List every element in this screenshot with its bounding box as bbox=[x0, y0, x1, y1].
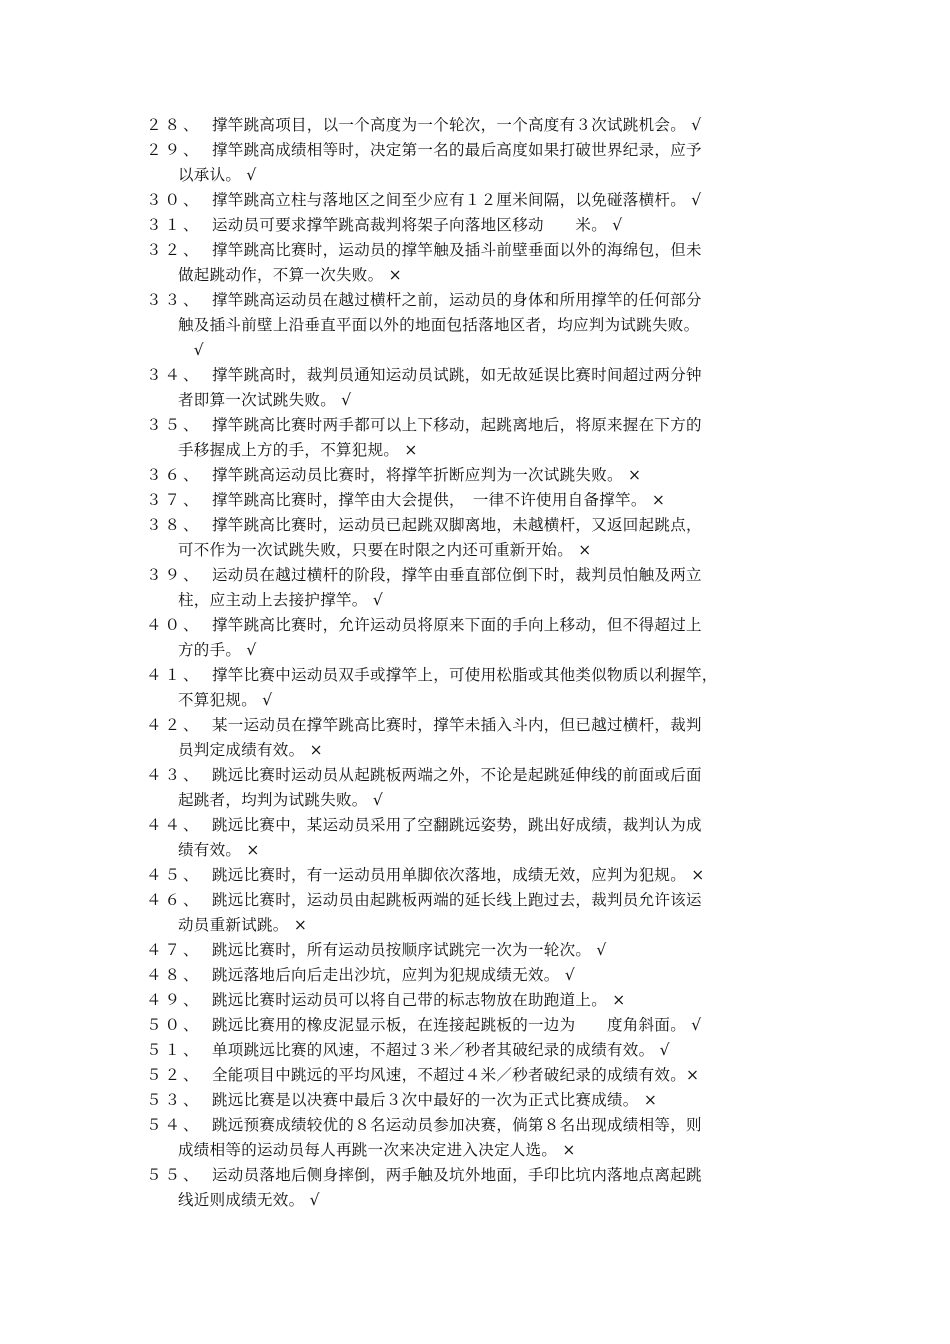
question-line-continued: 绩有效。 × bbox=[178, 841, 260, 859]
question-number: ４１、 bbox=[146, 666, 202, 684]
question-text bbox=[178, 363, 816, 413]
question-line: 撑竿跳高时，裁判员通知运动员试跳，如无故延误比赛时间超过两分钟 bbox=[212, 366, 702, 384]
question-item bbox=[146, 938, 816, 963]
question-item bbox=[146, 138, 816, 188]
question-item bbox=[146, 713, 816, 763]
question-item bbox=[146, 513, 816, 563]
question-line: 跳远比赛时，有一运动员用单脚依次落地，成绩无效，应判为犯规。 × bbox=[212, 866, 705, 884]
question-number: ５２、 bbox=[146, 1066, 202, 1084]
question-number: ３５、 bbox=[146, 416, 202, 434]
question-text bbox=[178, 713, 816, 763]
question-line: 撑竿跳高比赛时，撑竿由大会提供， 一律不许使用自备撑竿。 × bbox=[212, 491, 666, 509]
question-text bbox=[212, 1063, 816, 1088]
question-line-continued: 触及插斗前壁上沿垂直平面以外的地面包括落地区者，均应判为试跳失败。 bbox=[178, 316, 700, 334]
question-list bbox=[146, 113, 816, 1213]
question-number: ４０、 bbox=[146, 616, 202, 634]
question-number: ３６、 bbox=[146, 466, 202, 484]
question-number: ４６、 bbox=[146, 891, 202, 909]
question-number: ３０、 bbox=[146, 191, 202, 209]
question-line: 撑竿跳高成绩相等时，决定第一名的最后高度如果打破世界纪录，应予 bbox=[212, 141, 702, 159]
question-line: 某一运动员在撑竿跳高比赛时，撑竿未插入斗内，但已越过横杆，裁判 bbox=[212, 716, 702, 734]
question-line: 撑竿跳高比赛时，运动员的撑竿触及插斗前壁垂面以外的海绵包，但未 bbox=[212, 241, 702, 259]
question-line: 运动员在越过横杆的阶段，撑竿由垂直部位倒下时，裁判员怕触及两立 bbox=[212, 566, 702, 584]
question-item bbox=[146, 813, 816, 863]
question-text bbox=[178, 238, 816, 288]
question-line: 撑竿跳高立柱与落地区之间至少应有１２厘米间隔，以免碰落横杆。 √ bbox=[212, 191, 702, 209]
question-text bbox=[178, 288, 816, 363]
question-number: ２８、 bbox=[146, 116, 202, 134]
question-line-continued: 动员重新试跳。 × bbox=[178, 916, 308, 934]
question-line: 运动员可要求撑竿跳高裁判将架子向落地区移动 米。 √ bbox=[212, 216, 623, 234]
question-item bbox=[146, 1038, 816, 1063]
question-number: ４３、 bbox=[146, 766, 202, 784]
question-text bbox=[212, 1088, 816, 1113]
question-line: 全能项目中跳远的平均风速，不超过４米／秒者破纪录的成绩有效。× bbox=[212, 1066, 700, 1084]
question-text bbox=[212, 488, 816, 513]
question-number: ３９、 bbox=[146, 566, 202, 584]
question-item bbox=[146, 213, 816, 238]
question-line: 撑竿跳高比赛时，运动员已起跳双脚离地，未越横杆，又返回起跳点， bbox=[212, 516, 702, 534]
question-number: ４５、 bbox=[146, 866, 202, 884]
question-item bbox=[146, 563, 816, 613]
question-line-continued: 以承认。 √ bbox=[178, 166, 257, 184]
question-line: 撑竿跳高比赛时，允许运动员将原来下面的手向上移动，但不得超过上 bbox=[212, 616, 702, 634]
question-text bbox=[178, 513, 816, 563]
question-item bbox=[146, 488, 816, 513]
question-line-continued: 手移握成上方的手，不算犯规。 × bbox=[178, 441, 418, 459]
question-line: 跳远比赛时，所有运动员按顺序试跳完一次为一轮次。 √ bbox=[212, 941, 607, 959]
question-line: 跳远比赛时运动员可以将自己带的标志物放在助跑道上。 × bbox=[212, 991, 626, 1009]
question-line-continued: 起跳者，均判为试跳失败。 √ bbox=[178, 791, 384, 809]
question-text bbox=[178, 613, 816, 663]
question-line-continued: 者即算一次试跳失败。 √ bbox=[178, 391, 352, 409]
question-number: ５０、 bbox=[146, 1016, 202, 1034]
question-line: 跳远落地后向后走出沙坑，应判为犯规成绩无效。 √ bbox=[212, 966, 576, 984]
question-item bbox=[146, 1013, 816, 1038]
question-text bbox=[178, 1163, 816, 1213]
question-line: 跳远比赛时运动员从起跳板两端之外，不论是起跳延伸线的前面或后面 bbox=[212, 766, 702, 784]
question-line: 跳远比赛是以决赛中最后３次中最好的一次为正式比赛成绩。 × bbox=[212, 1091, 658, 1109]
question-item bbox=[146, 1113, 816, 1163]
question-number: ５５、 bbox=[146, 1166, 202, 1184]
question-number: ３１、 bbox=[146, 216, 202, 234]
question-item bbox=[146, 663, 816, 713]
question-text bbox=[178, 763, 816, 813]
question-item bbox=[146, 863, 816, 888]
question-item bbox=[146, 1063, 816, 1088]
question-number: ４９、 bbox=[146, 991, 202, 1009]
question-line-continued: 做起跳动作，不算一次失败。 × bbox=[178, 266, 402, 284]
question-line-continued: 成绩相等的运动员每人再跳一次来决定进入决定人选。 × bbox=[178, 1141, 576, 1159]
question-line: 跳远比赛中，某运动员采用了空翻跳远姿势，跳出好成绩，裁判认为成 bbox=[212, 816, 702, 834]
question-item bbox=[146, 188, 816, 213]
question-text bbox=[212, 188, 816, 213]
question-line: 撑竿跳高运动员比赛时，将撑竿折断应判为一次试跳失败。 × bbox=[212, 466, 642, 484]
question-number: ４７、 bbox=[146, 941, 202, 959]
question-item bbox=[146, 1163, 816, 1213]
question-text bbox=[178, 1113, 816, 1163]
question-item bbox=[146, 988, 816, 1013]
question-text bbox=[178, 813, 816, 863]
question-text bbox=[178, 563, 816, 613]
question-line-continued: 员判定成绩有效。 × bbox=[178, 741, 323, 759]
question-number: ３３、 bbox=[146, 291, 202, 309]
question-line: 撑竿跳高比赛时两手都可以上下移动，起跳离地后，将原来握在下方的 bbox=[212, 416, 702, 434]
question-line-continued: 可不作为一次试跳失败，只要在时限之内还可重新开始。 × bbox=[178, 541, 592, 559]
question-item bbox=[146, 888, 816, 938]
question-number: ３４、 bbox=[146, 366, 202, 384]
question-number: ５１、 bbox=[146, 1041, 202, 1059]
question-item bbox=[146, 763, 816, 813]
question-line: 单项跳远比赛的风速，不超过３米／秒者其破纪录的成绩有效。 √ bbox=[212, 1041, 670, 1059]
question-number: ４２、 bbox=[146, 716, 202, 734]
question-item bbox=[146, 613, 816, 663]
question-text bbox=[212, 213, 816, 238]
question-text bbox=[212, 963, 816, 988]
question-line: 撑竿跳高项目，以一个高度为一个轮次，一个高度有３次试跳机会。 √ bbox=[212, 116, 702, 134]
question-line-continued: 不算犯规。 √ bbox=[178, 691, 273, 709]
question-text bbox=[212, 463, 816, 488]
question-text bbox=[212, 863, 816, 888]
question-line: 撑竿比赛中运动员双手或撑竿上，可使用松脂或其他类似物质以利握竿， bbox=[212, 666, 718, 684]
question-text bbox=[212, 1038, 816, 1063]
question-number: ３２、 bbox=[146, 241, 202, 259]
question-number: ３７、 bbox=[146, 491, 202, 509]
question-text bbox=[178, 888, 816, 938]
question-line-continued: 方的手。 √ bbox=[178, 641, 257, 659]
question-line: 跳远预赛成绩较优的８名运动员参加决赛，倘第８名出现成绩相等，则 bbox=[212, 1116, 702, 1134]
question-line: 跳远比赛时，运动员由起跳板两端的延长线上跑过去，裁判员允许该运 bbox=[212, 891, 702, 909]
question-text bbox=[178, 138, 816, 188]
question-number: ４８、 bbox=[146, 966, 202, 984]
question-line: 跳远比赛用的橡皮泥显示板，在连接起跳板的一边为 度角斜面。 √ bbox=[212, 1016, 702, 1034]
question-item bbox=[146, 463, 816, 488]
question-item bbox=[146, 288, 816, 363]
question-number: ５３、 bbox=[146, 1091, 202, 1109]
question-number: ２９、 bbox=[146, 141, 202, 159]
question-line-continued: 柱，应主动上去接护撑竿。 √ bbox=[178, 591, 384, 609]
question-text bbox=[212, 988, 816, 1013]
question-line: 运动员落地后侧身摔倒，两手触及坑外地面，手印比坑内落地点离起跳 bbox=[212, 1166, 702, 1184]
question-text bbox=[212, 113, 816, 138]
question-item bbox=[146, 963, 816, 988]
question-text bbox=[212, 1013, 816, 1038]
question-item bbox=[146, 238, 816, 288]
question-text bbox=[212, 938, 816, 963]
question-item bbox=[146, 413, 816, 463]
question-line: 撑竿跳高运动员在越过横杆之前，运动员的身体和所用撑竿的任何部分 bbox=[212, 291, 702, 309]
question-line-continued: 线近则成绩无效。 √ bbox=[178, 1191, 320, 1209]
question-number: ５４、 bbox=[146, 1116, 202, 1134]
question-text bbox=[178, 663, 816, 713]
question-number: ３８、 bbox=[146, 516, 202, 534]
question-item bbox=[146, 363, 816, 413]
question-line-continued: √ bbox=[178, 341, 204, 359]
question-item bbox=[146, 1088, 816, 1113]
question-text bbox=[178, 413, 816, 463]
question-item bbox=[146, 113, 816, 138]
question-number: ４４、 bbox=[146, 816, 202, 834]
